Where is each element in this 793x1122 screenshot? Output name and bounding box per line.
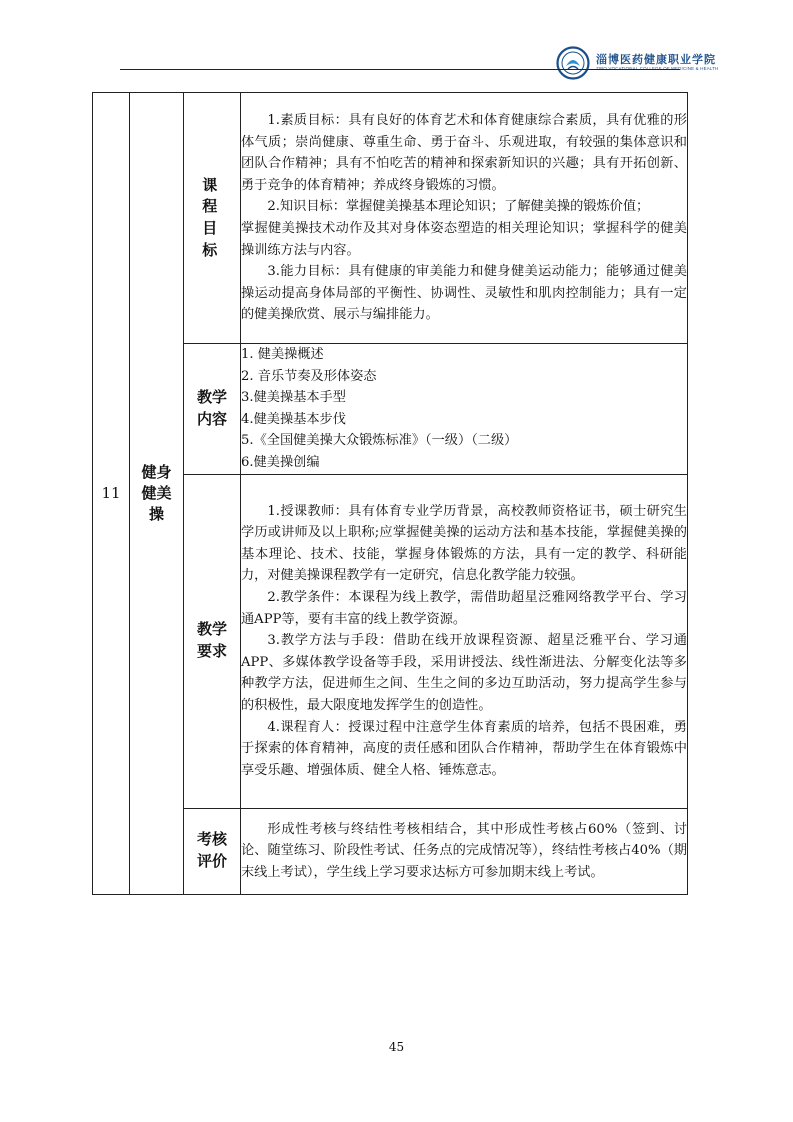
objective-knowledge: 2.知识目标：掌握健美操基本理论知识；了解健美操的锻炼价值； — [267, 199, 650, 215]
page-number: 45 — [388, 1040, 405, 1054]
objectives-label: 课程目标 — [184, 93, 241, 344]
course-name: 健身健美操 — [130, 93, 184, 895]
content-item: 6.健美操创编 — [241, 454, 320, 470]
assessment-text: 形成性考核与终结性考核相结合，其中形成性考核占60%（签到、讨论、随堂练习、阶段性考试、任务点的完成情况等），终结性考核占40%（期末线上考试），学生线上学习要求达标方可参加期末线上考试。 — [241, 821, 687, 880]
assessment-cell — [241, 808, 688, 894]
objective-quality: 1.素质目标：具有良好的体育艺术和体育健康综合素质，具有优雅的形体气质；崇尚健康、尊重生命、勇于奋斗、乐观进取，有较强的集体意识和团队合作精神；具有不怕吃苦的精神和探索新知识的兴趣；具有开拓创新、勇于竞争的体育精神；养成终身锻炼的习惯。 — [241, 113, 687, 193]
college-logo — [556, 46, 718, 80]
requirements-label: 教学要求 — [184, 474, 241, 808]
content-item: 3.健美操基本手型 — [241, 390, 346, 406]
requirements-cell — [241, 474, 688, 808]
content-item: 5.《全国健美操大众锻炼标准》（一级）（二级） — [241, 433, 518, 449]
requirement-conditions: 2.教学条件：本课程为线上教学，需借助超星泛雅网络教学平台、学习通APP等，要有丰富的线上教学资源。 — [241, 590, 687, 627]
course-table — [92, 92, 688, 895]
college-emblem-icon — [556, 46, 590, 80]
assessment-label: 考核评价 — [184, 808, 241, 894]
logo-english-name: ZIBO VOCATIONAL COLLEGE OF MEDICINE & HEALTH — [596, 66, 719, 72]
content-cell — [241, 344, 688, 475]
requirement-methods: 3.教学方法与手段：借助在线开放课程资源、超星泛雅平台、学习通APP、多媒体教学设备等手段，采用讲授法、线性渐进法、分解变化法等多种教学方法，促进师生之间、生生之间的多边互助活动，努力提高学生参与的积极性，最大限度地发挥学生的创造性。 — [241, 633, 687, 714]
content-label: 教学内容 — [184, 344, 241, 475]
content-item: 1. 健美操概述 — [241, 347, 324, 362]
objectives-cell — [241, 93, 688, 344]
logo-chinese-name: 淄博医药健康职业学院 — [596, 53, 716, 67]
requirement-education: 4.课程育人：授课过程中注意学生体育素质的培养，包括不畏困难，勇于探索的体育精神，高度的责任感和团队合作精神，帮助学生在体育锻炼中享受乐趣、增强体质、健全人格、锤炼意志。 — [241, 719, 687, 778]
header-rule — [120, 69, 680, 70]
objective-ability: 3.能力目标：具有健康的审美能力和健身健美运动能力；能够通过健美操运动提高身体局部的平衡性、协调性、灵敏性和肌肉控制能力；具有一定的健美操欣赏、展示与编排能力。 — [241, 264, 687, 323]
course-number: 11 — [93, 93, 130, 895]
content-item: 4.健美操基本步伐 — [241, 411, 346, 427]
content-item: 2. 音乐节奏及形体姿态 — [241, 368, 377, 384]
requirement-teacher: 1.授课教师：具有体育专业学历背景，高校教师资格证书，硕士研究生学历或讲师及以上职称;应掌握健美操的运动方法和基本技能，掌握健美操的基本理论、技术、技能，掌握身体锻炼的方法，具有一定的教学、科研能力，对健美操课程教学有一定研究，信息化教学能力较强。 — [241, 503, 687, 584]
objective-knowledge-cont: 掌握健美操技术动作及其对身体姿态塑造的相关理论知识；掌握科学的健美操训练方法与内容。 — [241, 221, 687, 258]
